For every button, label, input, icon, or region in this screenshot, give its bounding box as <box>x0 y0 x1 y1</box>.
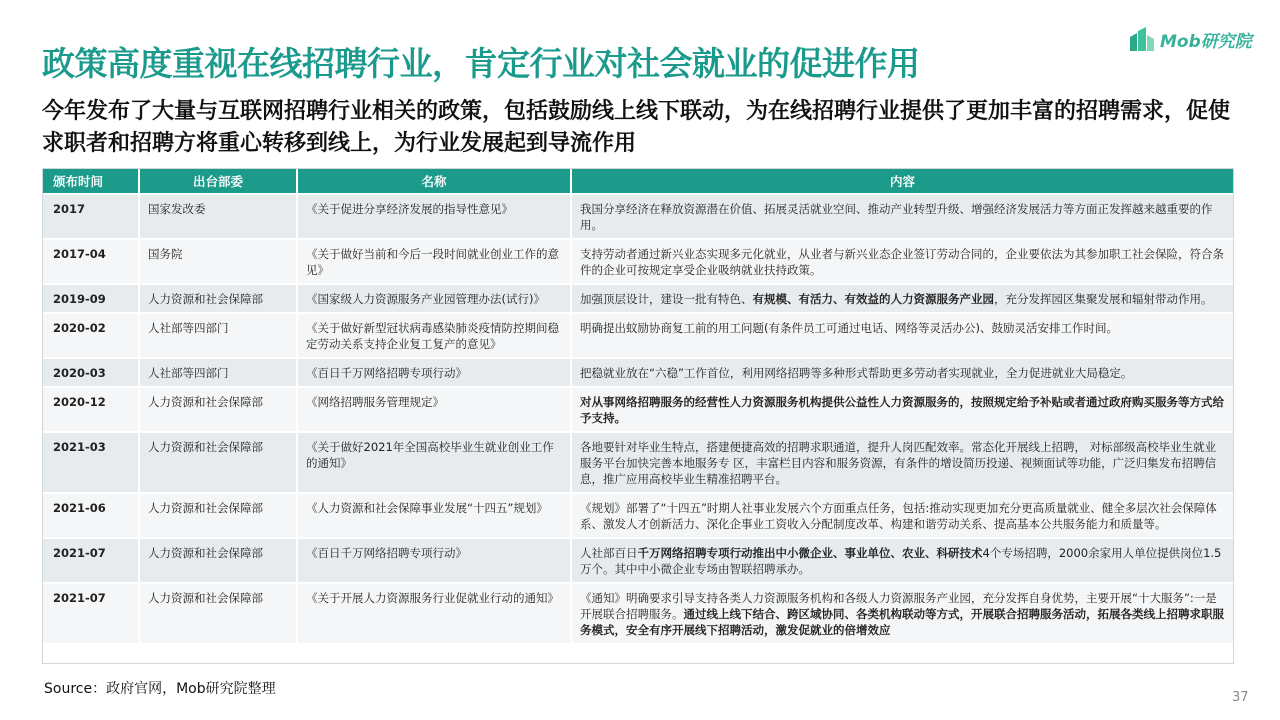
cell-content <box>571 432 1233 493</box>
cell-date: 2020-12 <box>43 387 139 432</box>
page-subtitle: 今年发布了大量与互联网招聘行业相关的政策，包括鼓励线上线下联动，为在线招聘行业提供了更加丰富的招聘需求，促使求职者和招聘方将重心转移到线上，为行业发展起到导流作用 <box>42 99 1231 156</box>
cell-date: 2021-03 <box>43 432 139 493</box>
cell-content <box>571 313 1233 358</box>
page-number: 37 <box>1232 690 1249 705</box>
content-bold-segment: 通过线上线下结合、跨区域协同、各类机构联动等方式，开展联合招聘服务活动，拓展各类线上招聘求职服务模式，安全有序开展线下招聘活动，激发促就业的倍增效应 <box>580 607 1224 637</box>
table-row <box>43 239 1233 284</box>
column-header-department: 出台部委 <box>139 169 297 194</box>
page-title: 政策高度重视在线招聘行业，肯定行业对社会就业的促进作用 <box>42 44 920 83</box>
cell-date: 2021-06 <box>43 493 139 538</box>
logo-text: Mob研究院 <box>1160 31 1252 52</box>
cell-name: 《百日千万网络招聘专项行动》 <box>297 358 571 387</box>
brand-logo <box>1128 22 1252 56</box>
content-segment: ，充分发挥园区集聚发展和辐射带动作用。 <box>994 292 1213 306</box>
content-segment: 把稳就业放在“六稳”工作首位，利用网络招聘等多种形式帮助更多劳动者实现就业，全力促进就业大局稳定。 <box>580 366 1133 380</box>
cell-date: 2019-09 <box>43 284 139 313</box>
mob-logo-icon <box>1128 25 1156 53</box>
table-row <box>43 387 1233 432</box>
cell-content <box>571 387 1233 432</box>
cell-content <box>571 358 1233 387</box>
content-segment: 我国分享经济在释放资源潜在价值、拓展灵活就业空间、推动产业转型升级、增强经济发展活力等方面正发挥越来越重要的作用。 <box>580 202 1213 232</box>
policy-table <box>43 169 1233 643</box>
cell-name: 《国家级人力资源服务产业园管理办法(试行)》 <box>297 284 571 313</box>
content-segment: 支持劳动者通过新兴业态实现多元化就业，从业者与新兴业态企业签订劳动合同的，企业要依法为其参加职工社会保险，符合条件的企业可按规定享受企业吸纳就业扶持政策。 <box>580 247 1224 277</box>
content-segment: 加强顶层设计，建设一批有特色、 <box>580 292 753 306</box>
cell-department: 人力资源和社会保障部 <box>139 583 297 643</box>
content-bold-segment: 千万网络招聘专项行动推出中小微企业、事业单位、农业、科研技术 <box>637 546 983 560</box>
cell-content <box>571 284 1233 313</box>
cell-department: 人力资源和社会保障部 <box>139 432 297 493</box>
column-header-content: 内容 <box>571 169 1233 194</box>
cell-department: 人社部等四部门 <box>139 358 297 387</box>
table-body <box>43 194 1233 643</box>
cell-name: 《关于做好新型冠状病毒感染肺炎疫情防控期间稳定劳动关系支持企业复工复产的意见》 <box>297 313 571 358</box>
cell-name: 《网络招聘服务管理规定》 <box>297 387 571 432</box>
table-row <box>43 358 1233 387</box>
source-note: Source：政府官网，Mob研究院整理 <box>44 681 276 697</box>
cell-department: 人力资源和社会保障部 <box>139 538 297 583</box>
content-bold-segment: 有规模、有活力、有效益的人力资源服务产业园 <box>752 292 994 306</box>
cell-date: 2020-02 <box>43 313 139 358</box>
table-row <box>43 432 1233 493</box>
content-segment: 《通知》明确要求引导支持各类人力资源服务机构和各级人力资源服务产业园，充分发挥自身优势，主要开展“十大服务”:一是开展联合招聘服务。 <box>580 591 1217 621</box>
cell-content <box>571 538 1233 583</box>
table-row <box>43 583 1233 643</box>
column-header-date: 颁布时间 <box>43 169 139 194</box>
content-segment: 各地要针对毕业生特点，搭建便捷高效的招聘求职通道，提升人岗匹配效率。常态化开展线上招聘， 对标部级高校毕业生就业服务平台加快完善本地服务专 区，丰富栏目内容和服务资源，有条件的增设简历投递、视频面试等功能，广泛归集发布招聘信息，推广应用高校毕业生精准招聘平台。 <box>580 440 1217 486</box>
cell-date: 2021-07 <box>43 538 139 583</box>
cell-name: 《关于开展人力资源服务行业促就业行动的通知》 <box>297 583 571 643</box>
cell-department: 人力资源和社会保障部 <box>139 493 297 538</box>
cell-name: 《关于做好2021年全国高校毕业生就业创业工作的通知》 <box>297 432 571 493</box>
cell-date: 2017 <box>43 194 139 239</box>
cell-department: 国务院 <box>139 239 297 284</box>
cell-name: 《百日千万网络招聘专项行动》 <box>297 538 571 583</box>
cell-content <box>571 493 1233 538</box>
table-header-row <box>43 169 1233 194</box>
cell-date: 2017-04 <box>43 239 139 284</box>
cell-name: 《关于做好当前和今后一段时间就业创业工作的意见》 <box>297 239 571 284</box>
cell-department: 人力资源和社会保障部 <box>139 387 297 432</box>
column-header-name: 名称 <box>297 169 571 194</box>
table-row <box>43 194 1233 239</box>
cell-department: 人力资源和社会保障部 <box>139 284 297 313</box>
policy-table-container <box>42 168 1234 664</box>
cell-department: 人社部等四部门 <box>139 313 297 358</box>
table-row <box>43 284 1233 313</box>
content-segment: 《规划》部署了“十四五”时期人社事业发展六个方面重点任务，包括:推动实现更加充分更高质量就业、健全多层次社会保障体系、激发人才创新活力、深化企事业工资收入分配制度改革、构建和谐劳动关系、提高基本公共服务能力和质量等。 <box>580 501 1217 531</box>
cell-date: 2020-03 <box>43 358 139 387</box>
cell-content <box>571 194 1233 239</box>
cell-date: 2021-07 <box>43 583 139 643</box>
content-segment: 人社部百日 <box>580 546 638 560</box>
cell-name: 《关于促进分享经济发展的指导性意见》 <box>297 194 571 239</box>
cell-content <box>571 239 1233 284</box>
cell-department: 国家发改委 <box>139 194 297 239</box>
content-segment: 4个专场招聘，2000余家用人单位提供岗位1.5万个。其中中小微企业专场由智联招聘承办。 <box>580 546 1222 576</box>
table-row <box>43 493 1233 538</box>
cell-content <box>571 583 1233 643</box>
table-row <box>43 313 1233 358</box>
cell-name: 《人力资源和社会保障事业发展“十四五”规划》 <box>297 493 571 538</box>
table-row <box>43 538 1233 583</box>
content-segment: 明确提出蚊励协商复工前的用工问题(有条件员工可通过电话、网络等灵活办公)、鼓励灵活安排工作时间。 <box>580 321 1118 335</box>
content-bold-segment: 对从事网络招聘服务的经营性人力资源服务机构提供公益性人力资源服务的，按照规定给予补贴或者通过政府购买服务等方式给予支持。 <box>580 395 1224 425</box>
